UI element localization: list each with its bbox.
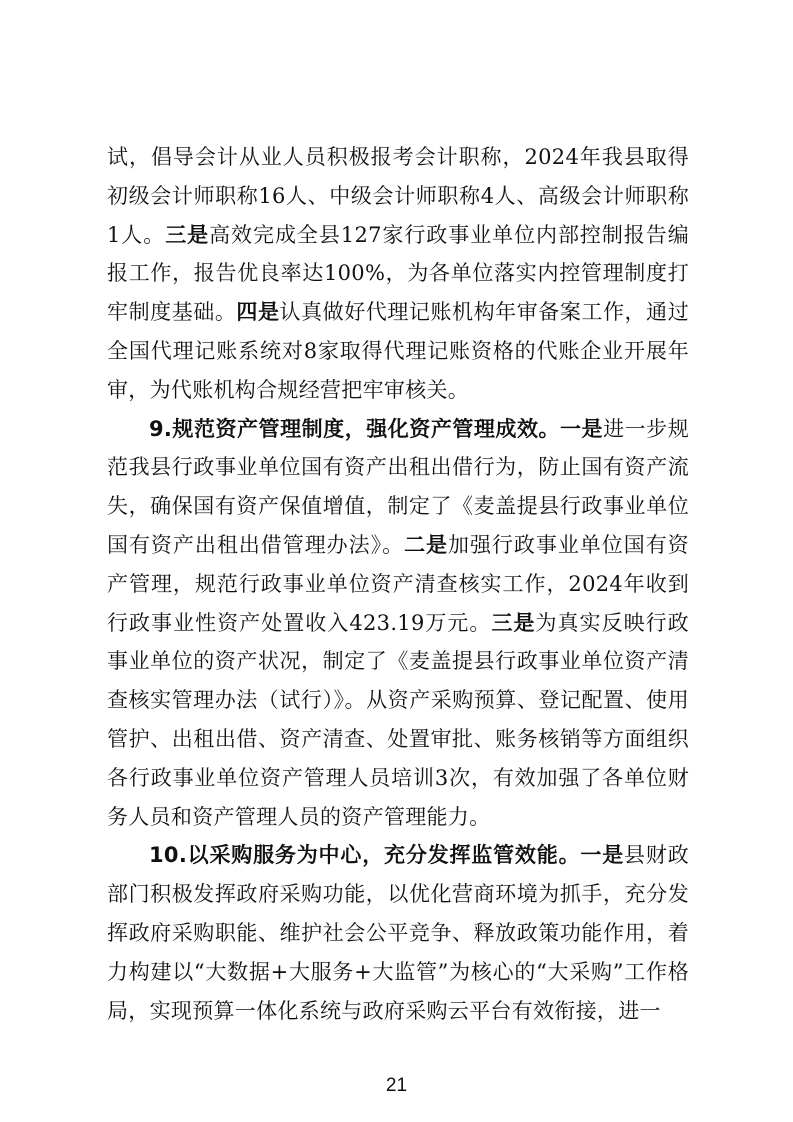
- bold-run: 二是: [404, 532, 448, 557]
- bold-run: 三是: [165, 222, 210, 247]
- paragraph-9-asset-management: [107, 410, 689, 837]
- text-run: 认真做好代理记账机构年审备案工作，通过全国代理记账系统对8家取得代理记账资格的代账企业开展年审，为代账机构合规经营把牢审核关。: [107, 300, 689, 402]
- section-heading-run: 9.规范资产管理制度，强化资产管理成效。一是: [149, 416, 604, 441]
- bold-run: 四是: [236, 300, 280, 325]
- text-run: 高效完成全县127家行政事业单位内部控制报告编报工作，报告优良率达100%，为各单位落实内控管理制度打牢制度基础。: [107, 222, 690, 325]
- paragraph-10-procurement: [107, 836, 689, 1030]
- document-body: [107, 138, 689, 1030]
- text-run: 试，倡导会计从业人员积极报考会计职称，2024年我县取得初级会计师职称16人、中级会计师职称4人、高级会计师职称1人。: [107, 145, 689, 247]
- bold-run: 三是: [491, 610, 536, 635]
- page-number: 21: [385, 1075, 408, 1096]
- section-heading-run: 10.以采购服务为中心，充分发挥监管效能。一是: [149, 843, 625, 868]
- text-run: 加强行政事业单位国有资产管理，规范行政事业单位资产清查核实工作，2024年收到行政事业性资产处置收入423.19万元。: [107, 532, 689, 635]
- text-run: 为真实反映行政事业单位的资产状况，制定了《麦盖提县行政事业单位资产清查核实管理办法（试行）》。从资产采购预算、登记配置、使用管护、出租出借、资产清查、处置审批、账务核销等方面组织各行政事业单位资产管理人员培训3次，有效加强了各单位财务人员和资产管理人员的资产管理能力。: [107, 610, 689, 829]
- text-run: 县财政部门积极发挥政府采购功能，以优化营商环境为抓手，充分发挥政府采购职能、维护社会公平竞争、释放政策功能作用，着力构建以“大数据+大服务+大监管”为核心的“大采购”工作格局，实现预算一体化系统与政府采购云平台有效衔接，进一: [107, 843, 689, 1023]
- paragraph-1: [107, 138, 689, 410]
- text-run: 进一步规范我县行政事业单位国有资产出租出借行为，防止国有资产流失，确保国有资产保值增值，制定了《麦盖提县行政事业单位国有资产出租出借管理办法》。: [107, 416, 690, 557]
